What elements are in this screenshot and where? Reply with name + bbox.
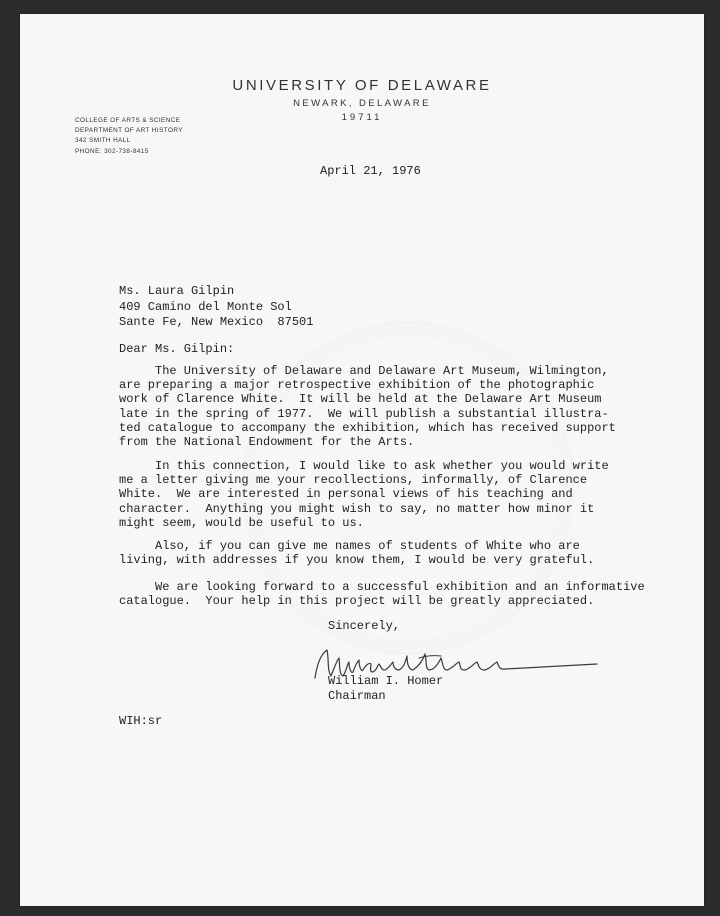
- letterhead-city: NEWARK, DELAWARE: [293, 98, 431, 109]
- letter-date: April 21, 1976: [320, 164, 421, 178]
- body-line: In this connection, I would like to ask whether you would write: [119, 459, 609, 473]
- letterhead-zip: 19711: [341, 112, 383, 123]
- body-line: We are looking forward to a successful exhibition and an informative: [119, 580, 645, 594]
- body-paragraph-4: [119, 580, 645, 608]
- department-line: COLLEGE OF ARTS & SCIENCE: [75, 117, 181, 124]
- body-line: work of Clarence White. It will be held at the Delaware Art Museum: [119, 392, 602, 407]
- recipient-line: Ms. Laura Gilpin: [119, 284, 235, 298]
- body-paragraph-3: [119, 539, 594, 567]
- body-line: ted catalogue to accompany the exhibition, which has received support: [119, 420, 616, 435]
- body-line: are preparing a major retrospective exhibition of the photographic: [119, 378, 595, 393]
- department-line: PHONE: 302-738-8415: [75, 147, 149, 155]
- typist-initials: WIH:sr: [119, 714, 163, 728]
- department-line: 342 SMITH HALL: [75, 137, 131, 145]
- letterhead-university: UNIVERSITY OF DELAWARE: [232, 77, 492, 94]
- signatory-title: Chairman: [328, 689, 386, 703]
- closing: Sincerely,: [328, 619, 401, 633]
- signatory-name: William I. Homer: [328, 674, 444, 688]
- body-line: The University of Delaware and Delaware Art Museum, Wilmington,: [119, 364, 609, 378]
- body-line: living, with addresses if you know them, I would be very grateful.: [119, 553, 595, 568]
- body-line: from the National Endowment for the Arts.: [119, 435, 415, 450]
- body-line: catalogue. Your help in this project will be greatly appreciated.: [119, 594, 595, 609]
- recipient-line: 409 Camino del Monte Sol: [119, 299, 292, 314]
- letter-page: [20, 14, 704, 906]
- department-line: DEPARTMENT OF ART HISTORY: [75, 127, 183, 135]
- recipient-line: Sante Fe, New Mexico 87501: [119, 315, 314, 329]
- body-line: White. We are interested in personal views of his teaching and: [119, 487, 573, 502]
- body-line: late in the spring of 1977. We will publish a substantial illustra-: [119, 406, 609, 421]
- body-line: might seem, would be useful to us.: [119, 515, 364, 530]
- recipient-address: [119, 284, 313, 331]
- body-paragraph-1: [119, 364, 616, 449]
- department-address-block: [75, 116, 183, 157]
- body-line: character. Anything you might wish to say, no matter how minor it: [119, 501, 595, 516]
- salutation: Dear Ms. Gilpin:: [119, 342, 235, 356]
- body-paragraph-2: [119, 459, 609, 530]
- body-line: Also, if you can give me names of students of White who are: [119, 539, 580, 553]
- body-line: me a letter giving me your recollections, informally, of Clarence: [119, 473, 588, 488]
